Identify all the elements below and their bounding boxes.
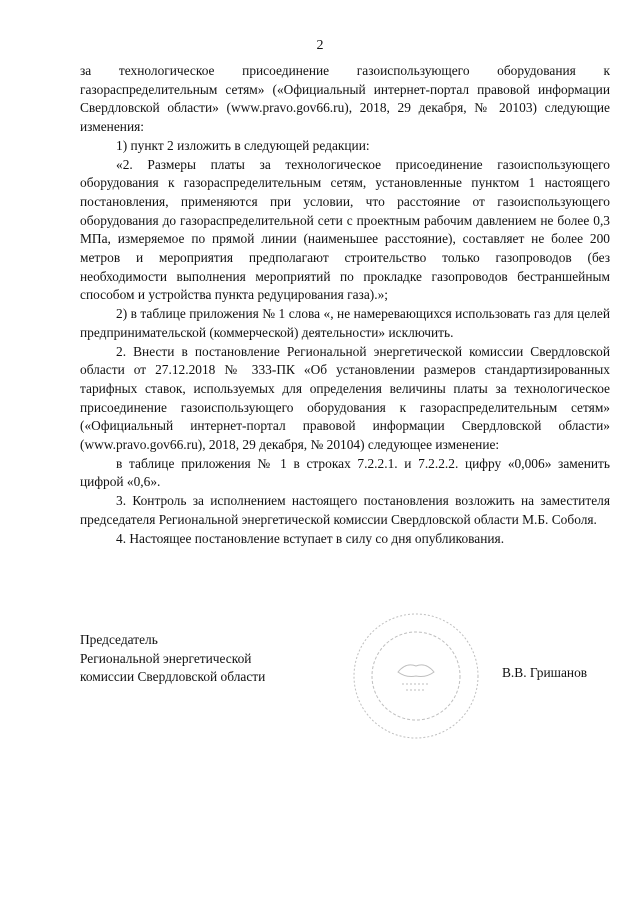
paragraph-item-1: 1) пункт 2 изложить в следующей редакции: [116, 137, 370, 153]
paragraph-continuation: за технологическое присоединение газоиспользующего оборудования к газораспределительным сетям» («Официальный интернет-портал правовой информации Свердловской области» (www.pravo.gov66.ru), 2018, 29 декабря, № 20103) следующие изменения: [80, 63, 610, 135]
paragraph-section-3: 3. Контроль за исполнением настоящего постановления возложить на заместителя председателя Региональной энергетической комиссии Свердловской области М.Б. Соболя. [80, 493, 610, 527]
signatory-title-line-1: Председатель [80, 632, 158, 647]
signatory-title-line-3: комиссии Свердловской области [80, 669, 266, 685]
signatory-title [80, 631, 340, 687]
signatory-name: В.В. Гришанов [502, 665, 588, 680]
document-body [80, 62, 610, 548]
paragraph-quoted-clause: «2. Размеры платы за технологическое присоединение газоиспользующего оборудования к газораспределительным сетям, установленные пунктом 1 настоящего постановления, применяются при условии, что расстояние от газоиспользующего оборудования до газораспределительной сети с проектным рабочим давлением не более 0,3 МПа, измеряемое по прямой линии (наименьшее расстояние), составляет не более 200 метров и мероприятия предполагают строительство только газопроводов (без необходимости выполнения мероприятий по прокладке газопроводов бестраншейным способом и устройства пункта редуцирования газа).»; [80, 156, 610, 303]
paragraph-section-2: 2. Внести в постановление Региональной энергетической комиссии Свердловской области от 27.12.2018 № 333-ПК «Об установлении размеров стандартизированных тарифных ставок, используемых для определения величины платы за технологическое присоединение газоиспользующего оборудования к газораспределительным сетям» («Официальный интернет-портал правовой информации Свердловской области» (www.pravo.gov66.ru), 2018, 29 декабря, № 20104) следующее изменение: [80, 343, 610, 453]
paragraph-item-2: 2) в таблице приложения № 1 слова «, не намеревающихся использовать газ для целей предпринимательской (коммерческой) деятельности» исключить. [80, 306, 610, 340]
paragraph-section-4: 4. Настоящее постановление вступает в силу со дня опубликования. [116, 530, 505, 546]
paragraph-table-change: в таблице приложения № 1 в строках 7.2.2.1. и 7.2.2.2. цифру «0,006» заменить цифрой «0,6». [80, 455, 610, 490]
seal-emblem [398, 665, 434, 677]
page-number: 2 [316, 38, 324, 53]
signatory-title-line-2: Региональной энергетической [80, 650, 252, 666]
official-seal-icon [350, 610, 482, 742]
seal-emblem-lines [402, 684, 430, 690]
